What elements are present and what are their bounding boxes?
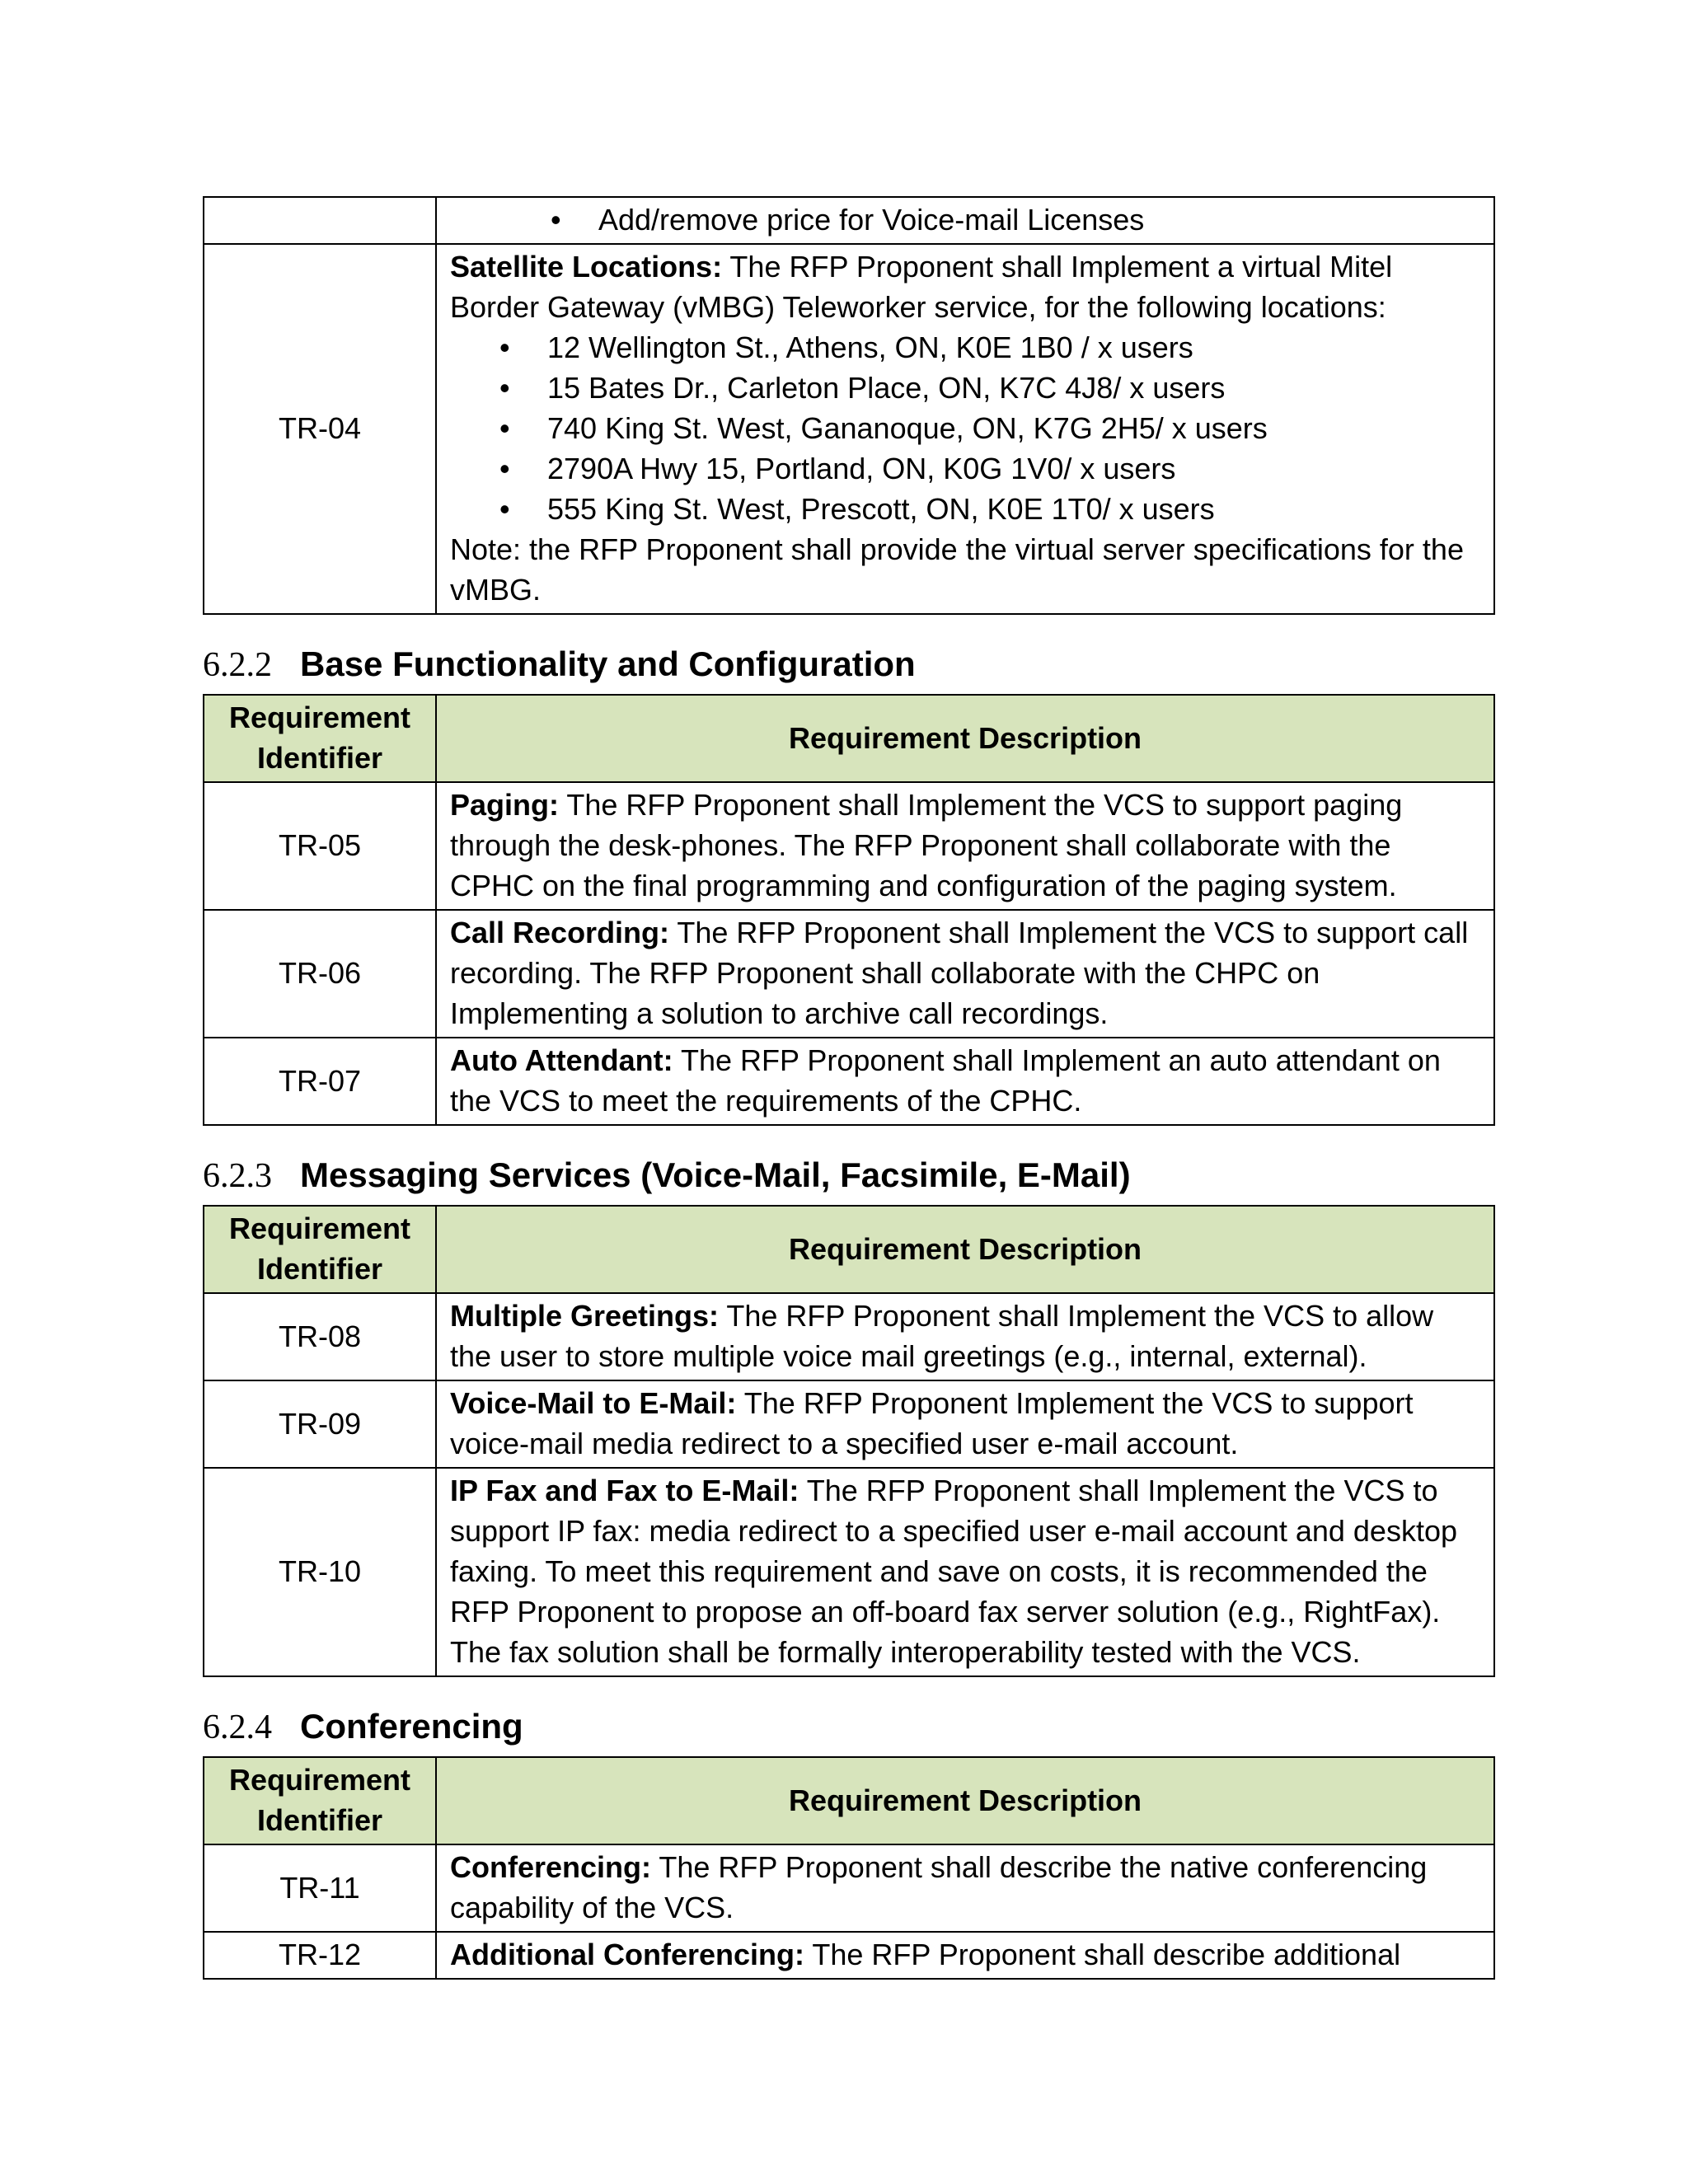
- requirement-label: Voice-Mail to E-Mail:: [450, 1386, 737, 1420]
- table-row: [204, 197, 1494, 244]
- requirement-note: Note: the RFP Proponent shall provide the virtual server specifications for the vMBG.: [450, 532, 1464, 607]
- requirement-label: IP Fax and Fax to E-Mail:: [450, 1474, 799, 1507]
- table-row: [204, 244, 1494, 614]
- requirement-label: Multiple Greetings:: [450, 1299, 720, 1333]
- requirement-description: [436, 244, 1494, 614]
- section-heading: [203, 1677, 1495, 1756]
- table-row: [204, 1932, 1494, 1979]
- table-row: [204, 782, 1494, 910]
- requirement-label: Call Recording:: [450, 916, 670, 949]
- section-number: 6.2.2: [203, 646, 272, 684]
- requirement-id: [204, 197, 436, 244]
- requirement-description: [436, 1468, 1494, 1676]
- document-page: [203, 196, 1495, 1980]
- list-item: • 12 Wellington St., Athens, ON, K0E 1B0 / x users: [450, 327, 1480, 368]
- requirement-text: The RFP Proponent shall Implement the VCS to support paging through the desk-phones. The RFP Proponent shall collaborate with the CPHC on the final programming and configuration of the paging system.: [450, 788, 1403, 902]
- table-header-row: [204, 1206, 1494, 1293]
- column-header-description: Requirement Description: [436, 695, 1494, 782]
- requirement-id: TR-10: [204, 1468, 436, 1676]
- requirement-text: The RFP Proponent shall Implement the VCS to support IP fax: media redirect to a specified user e-mail account and desktop faxing. To meet this requirement and save on costs, it is recommended the RFP Proponent to propose an off-board fax server solution (e.g., RightFax). The fax solution shall be formally interoperability tested with the VCS.: [450, 1474, 1457, 1669]
- column-header-description: Requirement Description: [436, 1206, 1494, 1293]
- table-header-row: [204, 1757, 1494, 1844]
- requirement-label: Additional Conferencing:: [450, 1938, 804, 1971]
- requirement-text: The RFP Proponent shall Implement the VCS to support call recording. The RFP Proponent shall collaborate with the CHPC on Implementing a solution to archive call recordings.: [450, 916, 1469, 1030]
- requirement-id: TR-06: [204, 910, 436, 1038]
- requirement-id: TR-11: [204, 1844, 436, 1932]
- requirement-description: [436, 197, 1494, 244]
- requirement-text: The RFP Proponent shall Implement the VCS to allow the user to store multiple voice mail greetings (e.g., internal, external).: [450, 1299, 1434, 1373]
- requirement-description: [436, 1038, 1494, 1125]
- requirements-table: [203, 694, 1495, 1126]
- requirement-description: [436, 1380, 1494, 1468]
- bullet-list: [450, 199, 1480, 240]
- requirement-id: TR-05: [204, 782, 436, 910]
- section-number: 6.2.3: [203, 1157, 272, 1195]
- requirement-text: The RFP Proponent shall describe the native conferencing capability of the VCS.: [450, 1850, 1428, 1924]
- table-row: [204, 1293, 1494, 1380]
- list-item: • 555 King St. West, Prescott, ON, K0E 1T0/ x users: [450, 489, 1480, 529]
- section-title: Conferencing: [300, 1707, 523, 1746]
- requirement-label: Auto Attendant:: [450, 1043, 673, 1077]
- requirement-text: The RFP Proponent shall Implement a virtual Mitel Border Gateway (vMBG) Teleworker service, for the following locations:: [450, 250, 1393, 324]
- table-header-row: [204, 695, 1494, 782]
- table-row: [204, 1038, 1494, 1125]
- list-item: • Add/remove price for Voice-mail Licenses: [450, 199, 1480, 240]
- requirements-table-continued: [203, 196, 1495, 615]
- section-title: Base Functionality and Configuration: [300, 644, 916, 683]
- bullet-list: [450, 327, 1480, 529]
- requirement-text: The RFP Proponent shall describe additional: [804, 1938, 1401, 1971]
- requirements-table: [203, 1756, 1495, 1980]
- requirement-id: TR-09: [204, 1380, 436, 1468]
- requirements-table: [203, 1205, 1495, 1677]
- requirement-label: Paging:: [450, 788, 559, 822]
- requirement-id: TR-04: [204, 244, 436, 614]
- requirement-description: [436, 782, 1494, 910]
- column-header-identifier: Requirement Identifier: [204, 1206, 436, 1293]
- requirement-label: Conferencing:: [450, 1850, 652, 1884]
- table-row: [204, 1380, 1494, 1468]
- requirement-id: TR-12: [204, 1932, 436, 1979]
- section-title: Messaging Services (Voice-Mail, Facsimile, E-Mail): [300, 1155, 1131, 1194]
- column-header-description: Requirement Description: [436, 1757, 1494, 1844]
- table-row: [204, 1468, 1494, 1676]
- requirement-text: The RFP Proponent Implement the VCS to support voice-mail media redirect to a specified user e-mail account.: [450, 1386, 1414, 1460]
- list-item: • 2790A Hwy 15, Portland, ON, K0G 1V0/ x users: [450, 448, 1480, 489]
- requirement-description: [436, 1844, 1494, 1932]
- requirement-id: TR-07: [204, 1038, 436, 1125]
- requirement-id: TR-08: [204, 1293, 436, 1380]
- requirement-description: [436, 910, 1494, 1038]
- section-heading: [203, 1126, 1495, 1205]
- requirement-label: Satellite Locations:: [450, 250, 723, 284]
- list-item: • 740 King St. West, Gananoque, ON, K7G 2H5/ x users: [450, 408, 1480, 448]
- column-header-identifier: Requirement Identifier: [204, 695, 436, 782]
- list-item: • 15 Bates Dr., Carleton Place, ON, K7C 4J8/ x users: [450, 368, 1480, 408]
- requirement-description: [436, 1932, 1494, 1979]
- column-header-identifier: Requirement Identifier: [204, 1757, 436, 1844]
- table-row: [204, 1844, 1494, 1932]
- requirement-description: [436, 1293, 1494, 1380]
- section-heading: [203, 615, 1495, 694]
- table-row: [204, 910, 1494, 1038]
- requirement-text: The RFP Proponent shall Implement an auto attendant on the VCS to meet the requirements of the CPHC.: [450, 1043, 1441, 1118]
- section-number: 6.2.4: [203, 1708, 272, 1746]
